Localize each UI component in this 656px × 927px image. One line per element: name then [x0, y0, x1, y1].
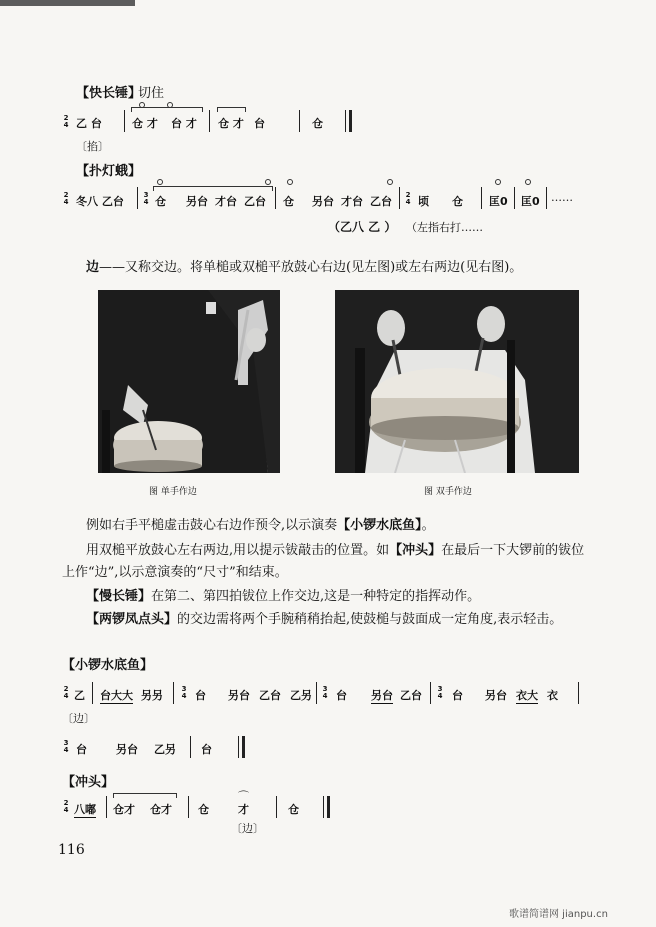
- time-signature: 2 4: [63, 685, 69, 700]
- barline: [430, 682, 431, 704]
- note: 才: [238, 803, 249, 816]
- photo-single-hand-bian: [98, 290, 280, 473]
- barline: [578, 682, 579, 704]
- body-paragraph-3: 【慢长锤】在第二、第四拍钹位上作交边,这是一种特定的指挥动作。: [86, 589, 481, 604]
- note: 仓: [155, 195, 166, 208]
- barline: [546, 187, 547, 209]
- barline: [173, 682, 174, 704]
- barline: [137, 187, 138, 209]
- note: 另台: [186, 195, 208, 208]
- note: 乙台: [400, 689, 422, 702]
- barline: [514, 187, 515, 209]
- photo-double-hand-bian: [335, 290, 579, 473]
- note: 仓: [283, 195, 294, 208]
- time-signature: 2 4: [63, 799, 69, 814]
- note-group: 仓才: [113, 803, 135, 816]
- sub-annotation: （左指右打……: [406, 221, 483, 234]
- note-group: 仓: [312, 117, 323, 130]
- note: 仓: [452, 195, 463, 208]
- note-group: 另另: [141, 689, 163, 702]
- note: 顷: [418, 195, 429, 208]
- note: 乙另: [154, 743, 176, 756]
- tie-mark: [498, 183, 528, 189]
- note: 衣大: [516, 689, 538, 702]
- time-signature: 3 4: [322, 685, 328, 700]
- note: 台: [336, 689, 347, 702]
- barline: [345, 110, 346, 132]
- barline: [323, 796, 324, 818]
- section-title-chong-tou: 【冲头】: [62, 775, 115, 790]
- photo-caption-right: 图 双手作边: [424, 487, 472, 497]
- note: 才台: [215, 195, 237, 208]
- barline: [106, 796, 107, 818]
- time-signature: 3 4: [143, 191, 149, 206]
- section-subtitle: 切住: [138, 86, 165, 101]
- note: 仓: [288, 803, 299, 816]
- barline: [316, 682, 317, 704]
- section-title-kuai-chang-chui: 【快长锤】: [76, 86, 142, 101]
- time-signature: 3 4: [181, 685, 187, 700]
- definition-paragraph: 边——又称交边。将单槌或双槌平放鼓心右边(见左图)或左右两边(见右图)。: [86, 260, 523, 275]
- note: 另台: [312, 195, 334, 208]
- annotation: 〔边〕: [62, 712, 95, 725]
- measure: 冬八 乙台: [76, 195, 124, 208]
- sub-annotation: （乙八 乙 ）: [328, 220, 397, 234]
- note: 另台: [371, 689, 393, 702]
- measure: 乙 台: [76, 117, 102, 130]
- beam-bracket: [217, 107, 246, 112]
- note: 乙台: [244, 195, 266, 208]
- barline: [238, 736, 239, 758]
- note: 乙: [74, 689, 85, 702]
- body-paragraph-4: 【两锣凤点头】的交边需将两个手腕稍稍抬起,使鼓槌与鼓面成一定角度,表示轻击。: [86, 612, 563, 627]
- annotation: 〔掐〕: [76, 140, 109, 153]
- note-group: 台 才: [171, 117, 197, 130]
- note: 乙台: [259, 689, 281, 702]
- note-group: 仓 才: [218, 117, 244, 130]
- note: 台: [76, 743, 87, 756]
- barline: [92, 682, 93, 704]
- barline: [276, 796, 277, 818]
- note-group: 仓 才: [132, 117, 158, 130]
- body-paragraph-2: 用双槌平放鼓心左右两边,用以提示钹敲击的位置。如【冲头】在最后一下大锣前的钹位: [86, 543, 585, 558]
- tie-mark: [290, 183, 390, 189]
- section-title-xiao-luo: 【小锣水底鱼】: [62, 658, 154, 673]
- note: 匡0: [521, 195, 540, 208]
- time-signature: 3 4: [437, 685, 443, 700]
- section-title-pu-deng-e: 【扑灯蛾】: [76, 164, 142, 179]
- final-barline: [349, 110, 352, 132]
- site-watermark: 歌谱简谱网 jianpu.cn: [509, 909, 608, 920]
- body-paragraph-1: 例如右手平槌虚击鼓心右边作预令,以示演奏【小锣水底鱼】。: [86, 518, 435, 533]
- final-barline: [327, 796, 330, 818]
- note: 台: [195, 689, 206, 702]
- note: 才台: [341, 195, 363, 208]
- note: 台: [452, 689, 463, 702]
- time-signature: 2 4: [63, 191, 69, 206]
- note-group: 八嘟: [74, 803, 96, 816]
- time-signature: 2 4: [405, 191, 411, 206]
- barline: [190, 736, 191, 758]
- note-group: 台: [254, 117, 265, 130]
- top-edge-bar: [0, 0, 135, 6]
- note: 乙台: [370, 195, 392, 208]
- barline: [188, 796, 189, 818]
- photo-caption-left: 图 单手作边: [149, 487, 197, 497]
- final-barline: [242, 736, 245, 758]
- note: 另台: [116, 743, 138, 756]
- page-number: 116: [58, 842, 85, 858]
- note-group: 仓才: [150, 803, 172, 816]
- barline: [299, 110, 300, 132]
- note: 衣: [547, 689, 558, 702]
- note: 匡0: [489, 195, 508, 208]
- barline: [124, 110, 125, 132]
- beam-bracket: [113, 793, 177, 798]
- continuation-dots: ……: [551, 191, 573, 204]
- note-group: 台大大: [100, 689, 133, 702]
- time-signature: 2 4: [63, 114, 69, 129]
- note: 另台: [485, 689, 507, 702]
- note: 乙另: [290, 689, 312, 702]
- body-paragraph-2-cont: 上作“边”,以示意演奏的“尺寸”和结束。: [62, 565, 288, 580]
- barline: [481, 187, 482, 209]
- tie-mark: [142, 106, 170, 112]
- note: 仓: [198, 803, 209, 816]
- note: 台: [201, 743, 212, 756]
- note: 另台: [228, 689, 250, 702]
- barline: [399, 187, 400, 209]
- beam-bracket: [153, 186, 273, 191]
- time-signature: 3 4: [63, 739, 69, 754]
- barline: [209, 110, 210, 132]
- fermata-mark: ⌒: [238, 790, 249, 803]
- annotation: 〔边〕: [231, 822, 264, 835]
- barline: [275, 187, 276, 209]
